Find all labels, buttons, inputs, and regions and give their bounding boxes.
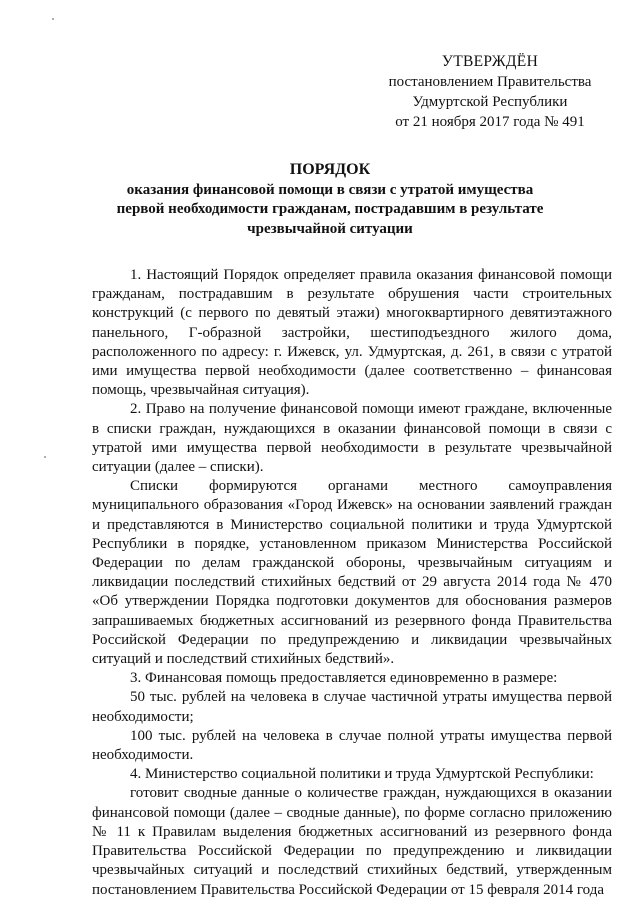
scan-speck bbox=[44, 456, 46, 458]
paragraph: 50 тыс. рублей на человека в случае частичной утраты имущества первой необходимости; bbox=[92, 689, 612, 725]
title-line: чрезвычайной ситуации bbox=[247, 220, 413, 237]
paragraph: готовит сводные данные о количестве граждан, нуждающихся в оказании финансовой помощи (далее – сводные данные), по форме согласно приложению № 11 к Правилам выделения бюджетных ассигнований из резервного фонда Правительства Российской Федерации по предупреждению и ликвидации чрезвычайных ситуаций и последствий стихийных бедствий, утвержденным постановлением Правительства Российской Федерации от 15 февраля 2014 года bbox=[92, 785, 612, 898]
title-line: первой необходимости гражданам, пострадавшим в результате bbox=[116, 201, 544, 217]
document-body bbox=[92, 266, 612, 900]
approval-head: УТВЕРЖДЁН bbox=[441, 53, 539, 70]
title-main: ПОРЯДОК bbox=[289, 161, 371, 178]
document-title bbox=[60, 160, 600, 239]
approval-line: Удмуртской Республики bbox=[412, 94, 568, 110]
paragraph: Списки формируются органами местного самоуправления муниципального образования «Город Ижевск» на основании заявлений граждан и представляются в Министерство социальной политики и труда Удмуртской Республики в порядке, установленном приказом Министерства Российской Федерации по делам гражданской обороны, чрезвычайным ситуациям и ликвидации последствий стихийных бедствий от 29 августа 2014 года № 470 «Об утверждении Порядка подготовки документов для обоснования размеров запрашиваемых бюджетных ассигнований из резервного фонда Правительства Российской Федерации по предупреждению и ликвидации чрезвычайных ситуаций и последствий стихийных бедствий». bbox=[92, 478, 612, 668]
paragraph: 4. Министерство социальной политики и труда Удмуртской Республики: bbox=[130, 766, 594, 783]
paragraph: 3. Финансовая помощь предоставляется единовременно в размере: bbox=[130, 670, 558, 687]
paragraph: 2. Право на получение финансовой помощи имеют граждане, включенные в списки граждан, нуждающихся в оказании финансовой помощи в связи с утратой ими имущества первой необходимости в результате чрезвычайной ситуации (далее – списки). bbox=[92, 401, 612, 476]
approval-line: от 21 ноября 2017 года № 491 bbox=[395, 114, 585, 130]
paragraph: 100 тыс. рублей на человека в случае полной утраты имущества первой необходимости. bbox=[92, 727, 612, 764]
paragraph: 1. Настоящий Порядок определяет правила оказания финансовой помощи гражданам, пострадавшим в результате обрушения части строительных конструкций (с первого по девятый этажи) многоквартирного девятиэтажного панельного, Г-образной застройки, шестиподъездного жилого дома, расположенного по адресу: г. Ижевск, ул. Удмуртская, д. 261, в связи с утратой ими имущества первой необходимости (далее соответственно – финансовая помощь, чрезвычайная ситуация). bbox=[92, 267, 612, 399]
scan-speck bbox=[52, 18, 54, 20]
approval-line: постановлением Правительства bbox=[388, 74, 592, 90]
approval-stamp bbox=[372, 52, 608, 132]
title-line: оказания финансовой помощи в связи с утратой имущества bbox=[126, 181, 534, 198]
